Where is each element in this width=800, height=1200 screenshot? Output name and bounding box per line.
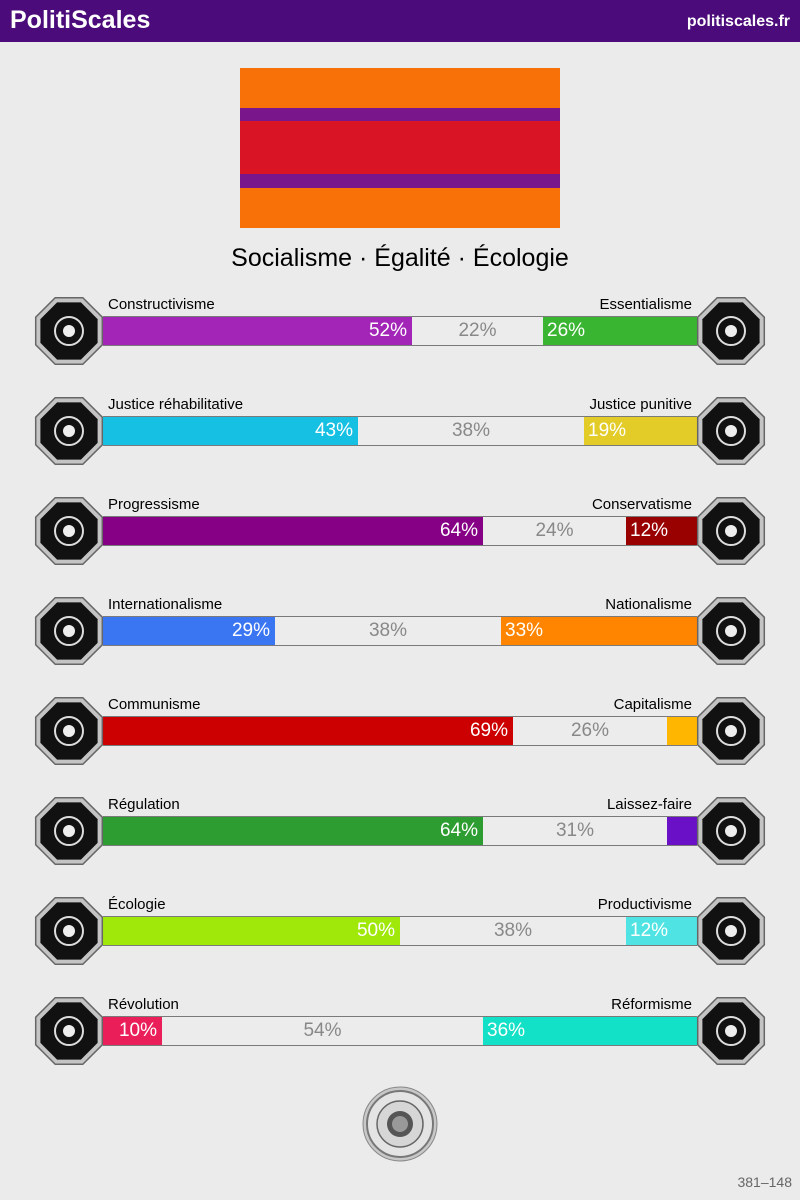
bar-right-segment <box>626 917 697 945</box>
gear-factory-icon <box>694 894 768 968</box>
left-percentage: 29% <box>231 620 270 641</box>
axis-left-label: Communisme <box>108 696 201 713</box>
right-percentage: 19% <box>588 420 627 441</box>
flag-stripe <box>240 188 560 228</box>
axis-bar <box>103 516 697 546</box>
left-percentage: 10% <box>118 1020 157 1041</box>
axis-right-label: Capitalisme <box>613 696 692 713</box>
waving-flag-icon <box>694 594 768 668</box>
axis-right-label: Réformisme <box>611 996 692 1013</box>
right-percentage: 12% <box>630 520 669 541</box>
bar-neutral-segment <box>483 517 626 545</box>
bar-left-segment <box>103 417 358 445</box>
axis-row <box>0 494 800 574</box>
hammer-sickle-icon <box>32 694 106 768</box>
left-percentage: 64% <box>439 820 478 841</box>
constructivism-eye-icon <box>32 294 106 368</box>
axis-bar <box>103 316 697 346</box>
flag-stripe <box>240 174 560 188</box>
axis-bar <box>103 916 697 946</box>
neutral-percentage: 38% <box>493 920 533 941</box>
axis-bar <box>103 816 697 846</box>
bar-neutral-segment <box>483 817 667 845</box>
neutral-percentage: 38% <box>368 620 408 641</box>
neutral-percentage: 24% <box>535 520 574 541</box>
quill-pen-icon <box>694 494 768 568</box>
left-percentage: 50% <box>356 920 395 941</box>
axis-row <box>0 294 800 374</box>
globe-laurel-icon <box>32 594 106 668</box>
flag-stripe <box>240 121 560 174</box>
bar-left-segment <box>103 817 483 845</box>
bar-right-segment <box>584 417 697 445</box>
axis-left-label: Écologie <box>108 896 166 913</box>
neutral-percentage: 54% <box>303 1020 342 1041</box>
axis-right-label: Justice punitive <box>589 396 692 413</box>
neutral-percentage: 31% <box>555 820 595 841</box>
raised-fist-icon <box>32 994 106 1068</box>
bar-neutral-segment <box>162 1017 483 1045</box>
left-percentage: 69% <box>469 720 508 741</box>
right-percentage: 26% <box>547 320 586 341</box>
handshake-icon <box>32 394 106 468</box>
axis-right-label: Conservatisme <box>591 496 692 513</box>
axis-row <box>0 394 800 474</box>
axis-right-label: Essentialisme <box>599 296 692 313</box>
bar-neutral-segment <box>400 917 626 945</box>
ruler-triangle-icon <box>32 794 106 868</box>
right-percentage: 36% <box>487 1020 526 1041</box>
axis-left-label: Progressisme <box>108 496 200 513</box>
axis-row <box>0 994 800 1074</box>
axis-left-label: Régulation <box>108 796 180 813</box>
parliament-icon <box>694 994 768 1068</box>
bar-left-segment <box>103 717 513 745</box>
site-link[interactable]: politiscales.fr <box>686 13 790 30</box>
slogan: Socialisme · Égalité · Écologie <box>231 244 569 272</box>
left-percentage: 43% <box>314 420 353 441</box>
generated-flag <box>240 68 560 228</box>
flag-stripe <box>240 68 560 108</box>
axis-right-label: Productivisme <box>597 896 692 913</box>
right-percentage: 12% <box>630 920 669 941</box>
bar-neutral-segment <box>513 717 667 745</box>
axis-right-label: Laissez-faire <box>606 796 692 813</box>
sprout-icon <box>32 894 106 968</box>
neutral-percentage: 22% <box>458 320 497 341</box>
bar-neutral-segment <box>275 617 501 645</box>
axis-bar <box>103 1016 697 1046</box>
flag-stripe <box>240 108 560 121</box>
axis-left-label: Révolution <box>108 996 179 1013</box>
bar-right-segment <box>483 1017 697 1045</box>
right-percentage: 33% <box>505 620 544 641</box>
essentialism-flower-icon <box>694 294 768 368</box>
axis-bar <box>103 616 697 646</box>
bar-right-segment <box>626 517 697 545</box>
bar-left-segment <box>103 1017 162 1045</box>
site-header <box>0 0 800 42</box>
bar-left-segment <box>103 917 400 945</box>
brand-title[interactable]: PolitiScales <box>10 6 151 34</box>
bar-right-segment <box>501 617 697 645</box>
axis-bar <box>103 416 697 446</box>
bar-right-segment <box>667 717 697 745</box>
axis-left-label: Justice réhabilitative <box>108 396 244 413</box>
left-percentage: 64% <box>439 520 478 541</box>
progress-rocket-icon <box>32 494 106 568</box>
axis-left-label: Internationalisme <box>108 596 223 613</box>
axis-row <box>0 694 800 774</box>
bar-neutral-segment <box>358 417 584 445</box>
prison-bars-icon <box>694 394 768 468</box>
left-percentage: 52% <box>368 320 407 341</box>
bar-left-segment <box>103 317 412 345</box>
axis-row <box>0 794 800 874</box>
butterfly-icon <box>694 794 768 868</box>
axis-row <box>0 894 800 974</box>
bar-left-segment <box>103 617 275 645</box>
seal-badge-icon <box>362 1086 438 1162</box>
neutral-percentage: 38% <box>451 420 491 441</box>
axis-right-label: Nationalisme <box>605 596 692 613</box>
axis-bar <box>103 716 697 746</box>
result-code: 381–148 <box>737 1174 792 1190</box>
axis-left-label: Constructivisme <box>108 296 215 313</box>
neutral-percentage: 26% <box>570 720 610 741</box>
bar-right-segment <box>667 817 697 845</box>
bar-left-segment <box>103 517 483 545</box>
axis-row <box>0 594 800 674</box>
money-bag-icon <box>694 694 768 768</box>
bar-neutral-segment <box>412 317 543 345</box>
bar-right-segment <box>543 317 697 345</box>
